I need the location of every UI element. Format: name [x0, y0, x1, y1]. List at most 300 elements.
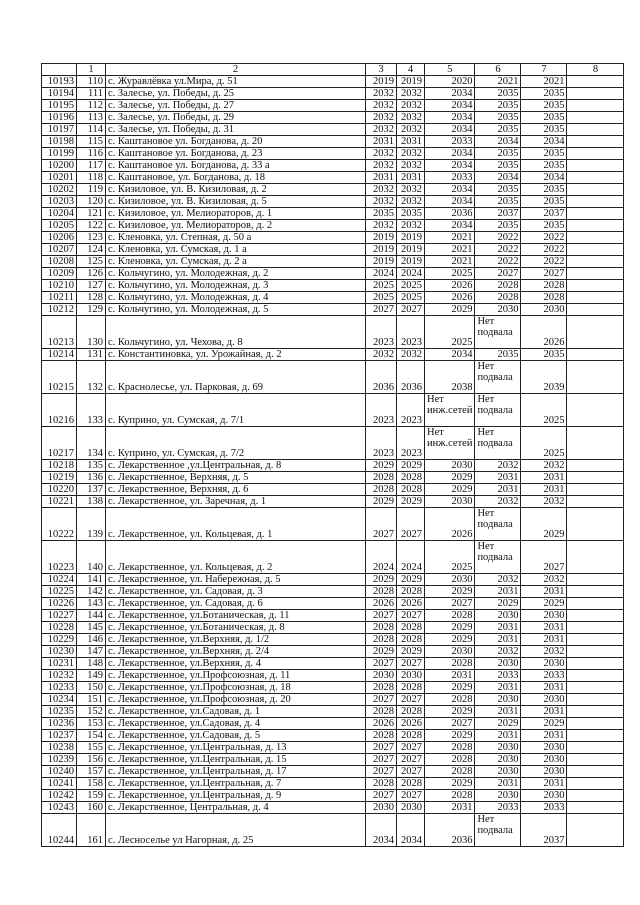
col7-cell: 2035	[521, 220, 567, 232]
col3-cell: 2025	[366, 292, 397, 304]
col3-cell: 2019	[366, 232, 397, 244]
col4-cell: 2025	[397, 280, 425, 292]
row-number-cell: 112	[77, 100, 106, 112]
address-cell: с. Лесноселье ул Нагорная, д. 25	[106, 814, 366, 847]
col6-cell: 2027	[475, 268, 521, 280]
col7-cell: 2029	[521, 508, 567, 541]
row-id-cell: 10205	[42, 220, 77, 232]
col8-cell	[567, 100, 624, 112]
col8-cell	[567, 88, 624, 100]
col6-cell: 2032	[475, 460, 521, 472]
col6-cell: 2035	[475, 88, 521, 100]
row-number-cell: 128	[77, 292, 106, 304]
row-id-cell: 10240	[42, 766, 77, 778]
col6-cell: 2030	[475, 694, 521, 706]
col3-cell: 2028	[366, 682, 397, 694]
col6-cell: Нет подвала	[475, 427, 521, 460]
address-cell: с. Лекарственное, ул. Садовая, д. 3	[106, 586, 366, 598]
row-id-cell: 10207	[42, 244, 77, 256]
header-cell-1: 1	[77, 64, 106, 76]
col8-cell	[567, 244, 624, 256]
address-cell: с. Константиновка, ул. Урожайная, д. 2	[106, 349, 366, 361]
col8-cell	[567, 316, 624, 349]
address-cell: с. Лекарственное, ул.Центральная, д. 13	[106, 742, 366, 754]
col3-cell: 2028	[366, 586, 397, 598]
address-cell: с. Журавлёвка ул.Мира, д. 51	[106, 76, 366, 88]
col4-cell: 2032	[397, 220, 425, 232]
col4-cell: 2028	[397, 634, 425, 646]
row-number-cell: 117	[77, 160, 106, 172]
col6-cell: 2031	[475, 706, 521, 718]
address-cell: с. Залесье, ул. Победы, д. 25	[106, 88, 366, 100]
col6-cell: 2035	[475, 160, 521, 172]
table-row	[42, 427, 624, 460]
col6-cell: Нет подвала	[475, 361, 521, 394]
col4-cell: 2036	[397, 361, 425, 394]
col4-cell: 2025	[397, 292, 425, 304]
col3-cell: 2027	[366, 742, 397, 754]
col6-cell: 2030	[475, 742, 521, 754]
col6-cell: 2021	[475, 76, 521, 88]
row-id-cell: 10244	[42, 814, 77, 847]
address-cell: с. Краснолесье, ул. Парковая, д. 69	[106, 361, 366, 394]
table-row	[42, 742, 624, 754]
col4-cell: 2028	[397, 730, 425, 742]
table-row	[42, 682, 624, 694]
table-row	[42, 646, 624, 658]
col5-cell: 2034	[425, 196, 475, 208]
col3-cell: 2027	[366, 754, 397, 766]
col3-cell: 2035	[366, 208, 397, 220]
col3-cell: 2032	[366, 196, 397, 208]
col5-cell: 2034	[425, 88, 475, 100]
row-id-cell: 10233	[42, 682, 77, 694]
row-id-cell: 10208	[42, 256, 77, 268]
col8-cell	[567, 778, 624, 790]
col7-cell: 2039	[521, 361, 567, 394]
row-id-cell: 10214	[42, 349, 77, 361]
col6-cell: 2022	[475, 232, 521, 244]
row-number-cell: 155	[77, 742, 106, 754]
col8-cell	[567, 349, 624, 361]
col8-cell	[567, 706, 624, 718]
col4-cell: 2032	[397, 100, 425, 112]
row-id-cell: 10193	[42, 76, 77, 88]
col3-cell: 2028	[366, 484, 397, 496]
col7-cell: 2022	[521, 256, 567, 268]
col7-cell: 2031	[521, 682, 567, 694]
row-id-cell: 10199	[42, 148, 77, 160]
address-cell: с. Каштановое ул. Богданова, д. 23	[106, 148, 366, 160]
col8-cell	[567, 730, 624, 742]
col7-cell: 2030	[521, 694, 567, 706]
col7-cell: 2035	[521, 184, 567, 196]
col6-cell: 2035	[475, 220, 521, 232]
col3-cell: 2027	[366, 610, 397, 622]
col3-cell: 2036	[366, 361, 397, 394]
col8-cell	[567, 610, 624, 622]
col7-cell: 2035	[521, 160, 567, 172]
col4-cell: 2023	[397, 316, 425, 349]
address-cell: с. Кольчугино, ул. Молодежная, д. 4	[106, 292, 366, 304]
col7-cell: 2037	[521, 208, 567, 220]
row-id-cell: 10218	[42, 460, 77, 472]
row-id-cell: 10226	[42, 598, 77, 610]
col8-cell	[567, 574, 624, 586]
col8-cell	[567, 148, 624, 160]
table-row	[42, 208, 624, 220]
row-number-cell: 129	[77, 304, 106, 316]
col4-cell: 2027	[397, 610, 425, 622]
col6-cell: 2033	[475, 802, 521, 814]
col5-cell: 2030	[425, 646, 475, 658]
col3-cell: 2029	[366, 496, 397, 508]
row-id-cell: 10225	[42, 586, 77, 598]
col8-cell	[567, 754, 624, 766]
col3-cell: 2019	[366, 76, 397, 88]
housing-table	[41, 63, 624, 847]
header-cell-6: 6	[475, 64, 521, 76]
col3-cell: 2027	[366, 766, 397, 778]
col5-cell: 2029	[425, 778, 475, 790]
col5-cell: 2025	[425, 268, 475, 280]
row-id-cell: 10213	[42, 316, 77, 349]
table-row	[42, 706, 624, 718]
col6-cell: 2028	[475, 292, 521, 304]
col5-cell: 2030	[425, 496, 475, 508]
col4-cell: 2026	[397, 598, 425, 610]
row-id-cell: 10203	[42, 196, 77, 208]
row-id-cell: 10235	[42, 706, 77, 718]
col5-cell: 2026	[425, 508, 475, 541]
table-row	[42, 766, 624, 778]
col5-cell: 2028	[425, 790, 475, 802]
col5-cell: 2029	[425, 304, 475, 316]
col6-cell: 2031	[475, 778, 521, 790]
col8-cell	[567, 220, 624, 232]
address-cell: с. Лекарственное, Центральная, д. 4	[106, 802, 366, 814]
col4-cell: 2028	[397, 472, 425, 484]
table-row	[42, 670, 624, 682]
table-row	[42, 694, 624, 706]
table-row	[42, 496, 624, 508]
col6-cell: 2032	[475, 496, 521, 508]
col5-cell: 2031	[425, 802, 475, 814]
col6-cell: 2032	[475, 646, 521, 658]
col4-cell: 2029	[397, 496, 425, 508]
col3-cell: 2027	[366, 694, 397, 706]
row-number-cell: 118	[77, 172, 106, 184]
col3-cell: 2019	[366, 244, 397, 256]
row-number-cell: 148	[77, 658, 106, 670]
col7-cell: 2035	[521, 349, 567, 361]
col8-cell	[567, 292, 624, 304]
table-row	[42, 610, 624, 622]
table-row	[42, 814, 624, 847]
col5-cell: 2026	[425, 280, 475, 292]
address-cell: с. Каштановое ул. Богданова, д. 20	[106, 136, 366, 148]
col6-cell: 2031	[475, 634, 521, 646]
table-row	[42, 541, 624, 574]
table-row	[42, 790, 624, 802]
col8-cell	[567, 766, 624, 778]
row-id-cell: 10221	[42, 496, 77, 508]
row-id-cell: 10196	[42, 112, 77, 124]
row-number-cell: 122	[77, 220, 106, 232]
address-cell: с. Лекарственное, ул.Центральная, д. 7	[106, 778, 366, 790]
row-number-cell: 152	[77, 706, 106, 718]
col6-cell: 2030	[475, 754, 521, 766]
col6-cell: 2035	[475, 184, 521, 196]
col6-cell: Нет подвала	[475, 814, 521, 847]
row-number-cell: 114	[77, 124, 106, 136]
col4-cell: 2028	[397, 484, 425, 496]
col3-cell: 2028	[366, 706, 397, 718]
col8-cell	[567, 586, 624, 598]
row-number-cell: 158	[77, 778, 106, 790]
col5-cell: 2034	[425, 124, 475, 136]
col4-cell: 2027	[397, 304, 425, 316]
table-row	[42, 292, 624, 304]
col3-cell: 2034	[366, 814, 397, 847]
col4-cell: 2028	[397, 682, 425, 694]
row-number-cell: 137	[77, 484, 106, 496]
col5-cell: 2025	[425, 316, 475, 349]
table-row	[42, 148, 624, 160]
col5-cell: 2034	[425, 160, 475, 172]
col3-cell: 2029	[366, 460, 397, 472]
address-cell: с. Лекарственное, ул.Центральная, д. 17	[106, 766, 366, 778]
col6-cell: Нет подвала	[475, 541, 521, 574]
col3-cell: 2019	[366, 256, 397, 268]
address-cell: с. Лекарственное, ул. Набережная, д. 5	[106, 574, 366, 586]
col3-cell: 2032	[366, 148, 397, 160]
row-number-cell: 120	[77, 196, 106, 208]
row-number-cell: 160	[77, 802, 106, 814]
col3-cell: 2028	[366, 634, 397, 646]
row-id-cell: 10219	[42, 472, 77, 484]
row-id-cell: 10220	[42, 484, 77, 496]
col8-cell	[567, 172, 624, 184]
row-id-cell: 10222	[42, 508, 77, 541]
col4-cell: 2028	[397, 706, 425, 718]
table-row	[42, 136, 624, 148]
address-cell: с. Кизиловое, ул. В. Кизиловая, д. 5	[106, 196, 366, 208]
address-cell: с. Кленовка, ул. Сумская, д. 1 а	[106, 244, 366, 256]
col4-cell: 2023	[397, 394, 425, 427]
col6-cell: 2035	[475, 349, 521, 361]
col5-cell: 2029	[425, 586, 475, 598]
col7-cell: 2030	[521, 658, 567, 670]
row-id-cell: 10230	[42, 646, 77, 658]
row-number-cell: 156	[77, 754, 106, 766]
row-number-cell: 113	[77, 112, 106, 124]
col4-cell: 2032	[397, 112, 425, 124]
col4-cell: 2032	[397, 148, 425, 160]
col8-cell	[567, 541, 624, 574]
col8-cell	[567, 496, 624, 508]
col7-cell: 2031	[521, 622, 567, 634]
table-row	[42, 88, 624, 100]
col3-cell: 2026	[366, 598, 397, 610]
address-cell: с. Лекарственное, ул.Садовая, д. 5	[106, 730, 366, 742]
header-cell-5: 5	[425, 64, 475, 76]
col6-cell: 2035	[475, 100, 521, 112]
col8-cell	[567, 196, 624, 208]
col7-cell: 2029	[521, 598, 567, 610]
col6-cell: 2037	[475, 208, 521, 220]
col3-cell: 2029	[366, 646, 397, 658]
col5-cell: 2029	[425, 472, 475, 484]
row-number-cell: 157	[77, 766, 106, 778]
col8-cell	[567, 304, 624, 316]
col5-cell: 2027	[425, 718, 475, 730]
row-number-cell: 127	[77, 280, 106, 292]
col4-cell: 2019	[397, 256, 425, 268]
col3-cell: 2030	[366, 670, 397, 682]
col4-cell: 2030	[397, 670, 425, 682]
col7-cell: 2035	[521, 196, 567, 208]
col5-cell: 2027	[425, 598, 475, 610]
address-cell: с. Лекарственное, ул.Ботаническая, д. 11	[106, 610, 366, 622]
col6-cell: 2034	[475, 172, 521, 184]
col7-cell: 2030	[521, 742, 567, 754]
row-id-cell: 10243	[42, 802, 77, 814]
address-cell: с. Кленовка, ул. Степная, д. 50 а	[106, 232, 366, 244]
col5-cell: 2021	[425, 244, 475, 256]
col7-cell: 2035	[521, 124, 567, 136]
col5-cell: 2028	[425, 658, 475, 670]
row-id-cell: 10202	[42, 184, 77, 196]
row-id-cell: 10241	[42, 778, 77, 790]
table-row	[42, 472, 624, 484]
row-id-cell: 10224	[42, 574, 77, 586]
col6-cell: 2031	[475, 484, 521, 496]
table-row	[42, 196, 624, 208]
row-number-cell: 151	[77, 694, 106, 706]
col4-cell: 2027	[397, 754, 425, 766]
row-number-cell: 149	[77, 670, 106, 682]
col6-cell: 2035	[475, 196, 521, 208]
col8-cell	[567, 508, 624, 541]
col7-cell: 2035	[521, 148, 567, 160]
row-id-cell: 10204	[42, 208, 77, 220]
table-row	[42, 754, 624, 766]
col6-cell: 2032	[475, 574, 521, 586]
row-id-cell: 10211	[42, 292, 77, 304]
row-id-cell: 10228	[42, 622, 77, 634]
col4-cell: 2035	[397, 208, 425, 220]
row-number-cell: 135	[77, 460, 106, 472]
col8-cell	[567, 124, 624, 136]
col7-cell: 2029	[521, 718, 567, 730]
col3-cell: 2030	[366, 802, 397, 814]
col7-cell: 2034	[521, 172, 567, 184]
row-number-cell: 153	[77, 718, 106, 730]
col3-cell: 2032	[366, 100, 397, 112]
row-number-cell: 140	[77, 541, 106, 574]
address-cell: с. Кольчугино, ул. Молодежная, д. 5	[106, 304, 366, 316]
address-cell: с. Кизиловое, ул. В. Кизиловая, д. 2	[106, 184, 366, 196]
col7-cell: 2028	[521, 280, 567, 292]
table-row	[42, 658, 624, 670]
col8-cell	[567, 160, 624, 172]
row-number-cell: 136	[77, 472, 106, 484]
col5-cell: 2034	[425, 184, 475, 196]
row-id-cell: 10227	[42, 610, 77, 622]
col4-cell: 2032	[397, 88, 425, 100]
col3-cell: 2023	[366, 394, 397, 427]
col5-cell: 2033	[425, 172, 475, 184]
col6-cell: 2031	[475, 682, 521, 694]
col6-cell: 2030	[475, 658, 521, 670]
col6-cell: 2022	[475, 244, 521, 256]
row-id-cell: 10198	[42, 136, 77, 148]
col8-cell	[567, 634, 624, 646]
table-row	[42, 76, 624, 88]
row-number-cell: 141	[77, 574, 106, 586]
col4-cell: 2027	[397, 658, 425, 670]
row-number-cell: 132	[77, 361, 106, 394]
address-cell: с. Залесье, ул. Победы, д. 31	[106, 124, 366, 136]
table-row	[42, 394, 624, 427]
col8-cell	[567, 742, 624, 754]
col7-cell: 2030	[521, 610, 567, 622]
row-id-cell: 10242	[42, 790, 77, 802]
col8-cell	[567, 280, 624, 292]
col4-cell: 2027	[397, 694, 425, 706]
address-cell: с. Лекарственное, ул. Заречная, д. 1	[106, 496, 366, 508]
col8-cell	[567, 361, 624, 394]
col7-cell: 2030	[521, 754, 567, 766]
table-row	[42, 100, 624, 112]
col3-cell: 2026	[366, 718, 397, 730]
col4-cell: 2032	[397, 160, 425, 172]
row-id-cell: 10216	[42, 394, 77, 427]
col5-cell: 2034	[425, 112, 475, 124]
table-row	[42, 718, 624, 730]
col8-cell	[567, 76, 624, 88]
address-cell: с. Лекарственное, Верхняя, д. 5	[106, 472, 366, 484]
col7-cell: 2025	[521, 394, 567, 427]
col7-cell: 2031	[521, 778, 567, 790]
col7-cell: 2025	[521, 427, 567, 460]
col7-cell: 2027	[521, 268, 567, 280]
col5-cell: 2028	[425, 754, 475, 766]
col5-cell: 2038	[425, 361, 475, 394]
col7-cell: 2031	[521, 586, 567, 598]
col7-cell: 2033	[521, 802, 567, 814]
address-cell: с. Лекарственное, ул.Верхняя, д. 2/4	[106, 646, 366, 658]
address-cell: с. Лекарственное, ул.Верхняя, д. 4	[106, 658, 366, 670]
col5-cell: 2028	[425, 742, 475, 754]
address-cell: с. Лекарственное, ул.Садовая, д. 4	[106, 718, 366, 730]
col4-cell: 2032	[397, 184, 425, 196]
col8-cell	[567, 112, 624, 124]
row-number-cell: 123	[77, 232, 106, 244]
col6-cell: 2030	[475, 610, 521, 622]
col7-cell: 2031	[521, 484, 567, 496]
col5-cell: 2029	[425, 682, 475, 694]
col4-cell: 2032	[397, 349, 425, 361]
row-id-cell: 10217	[42, 427, 77, 460]
row-id-cell: 10232	[42, 670, 77, 682]
row-number-cell: 110	[77, 76, 106, 88]
address-cell: с. Лекарственное, ул.Центральная, д. 15	[106, 754, 366, 766]
address-cell: с. Лекарственное, ул.Профсоюзная, д. 20	[106, 694, 366, 706]
col5-cell: 2034	[425, 220, 475, 232]
address-cell: с. Лекарственное, ул.Центральная, д. 9	[106, 790, 366, 802]
